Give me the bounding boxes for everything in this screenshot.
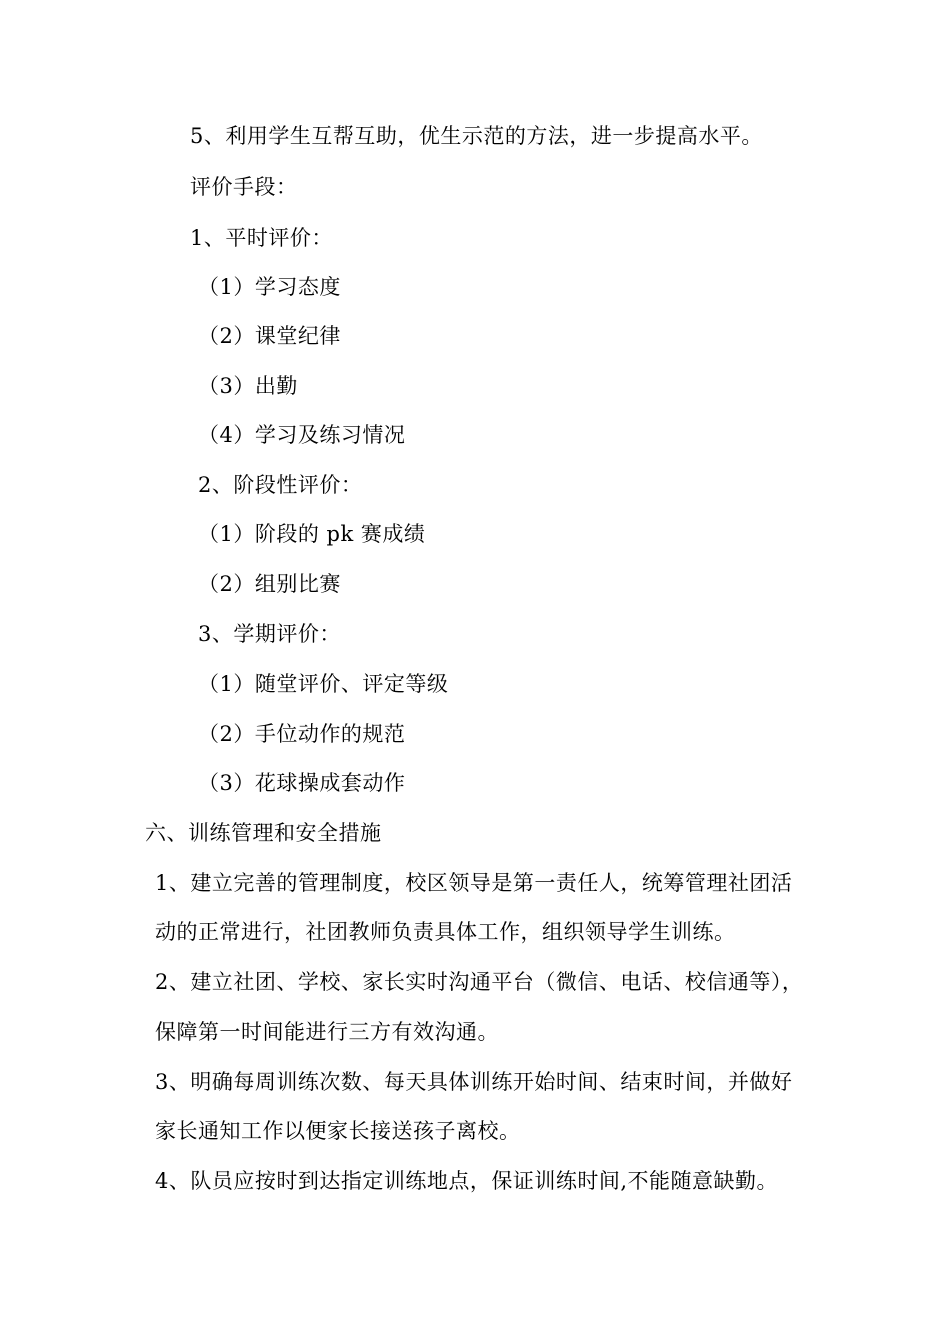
paragraph-3-line-1: 3、明确每周训练次数、每天具体训练开始时间、结束时间，并做好 (155, 1070, 793, 1094)
list-item-group-competition: （2）组别比赛 (198, 572, 341, 596)
paragraph-2-line-1: 2、建立社团、学校、家长实时沟通平台（微信、电话、校信通等）， (155, 970, 804, 994)
paragraph-2-line-2: 保障第一时间能进行三方有效沟通。 (155, 1020, 499, 1044)
paragraph-1-line-2: 动的正常进行，社团教师负责具体工作，组织领导学生训练。 (155, 920, 736, 944)
paragraph-1-line-1: 1、建立完善的管理制度，校区领导是第一责任人，统筹管理社团活 (155, 871, 793, 895)
paragraph-3-line-2: 家长通知工作以便家长接送孩子离校。 (155, 1119, 521, 1143)
list-item-hand-position: （2）手位动作的规范 (198, 722, 406, 746)
list-item-learning-attitude: （1）学习态度 (198, 275, 341, 299)
paragraph-method-5: 5、利用学生互帮互助，优生示范的方法，进一步提高水平。 (190, 124, 763, 148)
list-item-practice-status: （4）学习及练习情况 (198, 423, 406, 447)
heading-regular-evaluation: 1、平时评价： (190, 226, 333, 250)
heading-term-evaluation: 3、学期评价： (198, 622, 341, 646)
list-item-pk-results: （1）阶段的 pk 赛成绩 (198, 522, 426, 546)
heading-evaluation-means: 评价手段： (190, 175, 298, 199)
paragraph-4-line-1: 4、队员应按时到达指定训练地点，保证训练时间,不能随意缺勤。 (155, 1169, 779, 1193)
list-item-class-grading: （1）随堂评价、评定等级 (198, 672, 449, 696)
heading-stage-evaluation: 2、阶段性评价： (198, 473, 363, 497)
list-item-class-discipline: （2）课堂纪律 (198, 324, 341, 348)
list-item-attendance: （3）出勤 (198, 374, 298, 398)
list-item-pompom-routine: （3）花球操成套动作 (198, 771, 406, 795)
section-heading-management: 六、训练管理和安全措施 (145, 821, 382, 845)
